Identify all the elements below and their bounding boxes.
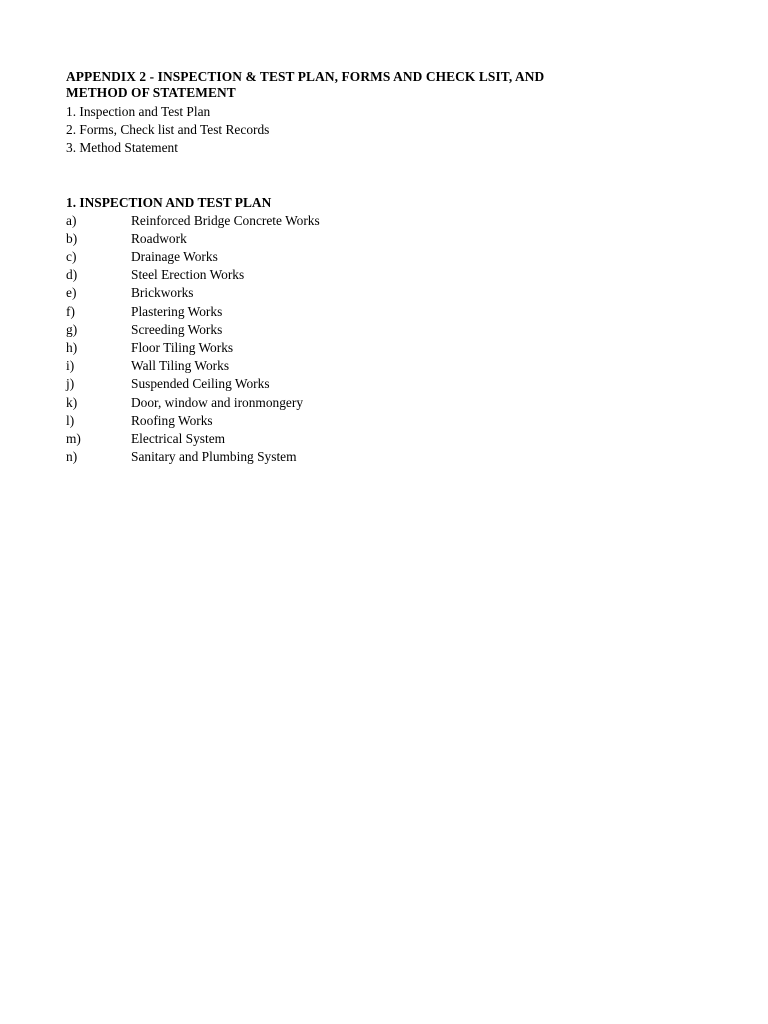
item-letter: k) bbox=[66, 394, 78, 410]
item-letter: f) bbox=[66, 303, 75, 319]
list-item bbox=[66, 339, 706, 357]
list-item bbox=[66, 266, 706, 284]
list-item bbox=[66, 321, 706, 339]
list-item bbox=[66, 357, 706, 375]
item-text: Screeding Works bbox=[131, 321, 223, 337]
item-letter: d) bbox=[66, 267, 78, 283]
contents-item: 2. Forms, Check list and Test Records bbox=[66, 122, 270, 138]
contents-item: 1. Inspection and Test Plan bbox=[66, 104, 211, 119]
item-text: Door, window and ironmongery bbox=[131, 394, 304, 410]
item-text: Roadwork bbox=[131, 230, 187, 246]
item-letter: i) bbox=[66, 358, 75, 374]
item-text: Suspended Ceiling Works bbox=[131, 376, 270, 392]
item-letter: h) bbox=[66, 340, 78, 356]
item-text: Wall Tiling Works bbox=[131, 358, 230, 374]
item-letter: e) bbox=[66, 285, 77, 301]
contents-item: 3. Method Statement bbox=[66, 140, 178, 156]
list-item bbox=[66, 303, 706, 321]
list-item bbox=[66, 248, 706, 266]
item-letter: a) bbox=[66, 212, 77, 228]
document-title bbox=[66, 69, 706, 100]
item-text: Electrical System bbox=[131, 431, 226, 447]
list-item bbox=[66, 448, 706, 466]
item-text: Brickworks bbox=[131, 285, 194, 301]
item-text: Roofing Works bbox=[131, 412, 213, 428]
item-letter: l) bbox=[66, 412, 75, 428]
title-line-2: METHOD OF STATEMENT bbox=[66, 84, 236, 100]
list-item bbox=[66, 430, 706, 448]
item-text: Plastering Works bbox=[131, 303, 223, 319]
item-letter: n) bbox=[66, 449, 78, 465]
list-item bbox=[66, 394, 706, 412]
item-letter: m) bbox=[66, 431, 81, 447]
title-line-1: APPENDIX 2 - INSPECTION & TEST PLAN, FORMS AND CHECK LSIT, AND bbox=[66, 69, 545, 84]
list-item bbox=[66, 375, 706, 393]
item-letter: j) bbox=[66, 376, 75, 392]
list-item bbox=[66, 230, 706, 248]
item-text: Drainage Works bbox=[131, 249, 218, 265]
item-text: Reinforced Bridge Concrete Works bbox=[131, 212, 320, 228]
item-text: Sanitary and Plumbing System bbox=[131, 449, 297, 465]
list-item bbox=[66, 212, 706, 230]
item-letter: g) bbox=[66, 321, 78, 337]
list-item bbox=[66, 284, 706, 302]
item-letter: b) bbox=[66, 230, 78, 246]
contents-list bbox=[66, 103, 706, 158]
item-text: Floor Tiling Works bbox=[131, 340, 234, 356]
section-heading: 1. INSPECTION AND TEST PLAN bbox=[66, 194, 272, 210]
itp-item-list bbox=[66, 212, 706, 467]
item-text: Steel Erection Works bbox=[131, 267, 245, 283]
list-item bbox=[66, 412, 706, 430]
item-letter: c) bbox=[66, 249, 77, 265]
document-page bbox=[66, 69, 706, 466]
